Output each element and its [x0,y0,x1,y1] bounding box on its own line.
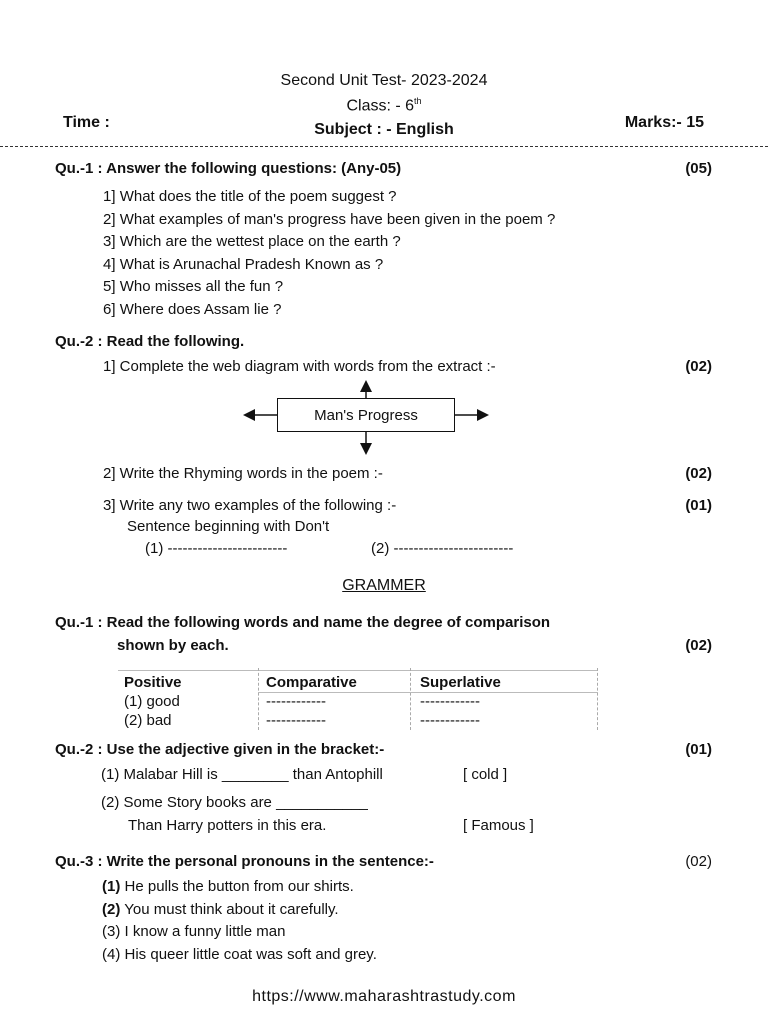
col-superlative: Superlative [420,674,501,691]
table-divider [597,668,598,730]
table-cell: ------------ [266,693,326,710]
q2-item1: 1] Complete the web diagram with words from the extract :- [103,358,496,375]
col-comparative: Comparative [266,674,357,691]
list-item: 1] What does the title of the poem suggest ? [103,188,397,205]
q2-heading: Qu.-2 : Read the following. [55,333,245,350]
total-marks: Marks:- 15 [624,114,704,131]
table-top-rule [118,670,598,671]
q1-marks: (05) [685,160,712,177]
g1-heading-line2: shown by each. [117,637,229,654]
col-positive: Positive [124,674,182,691]
g2-hint-1: [ cold ] [463,766,508,783]
list-item: 3] Which are the wettest place on the earth ? [103,233,401,251]
test-title: Second Unit Test- 2023-2024 [280,72,488,89]
list-item: (4) His queer little coat was soft and grey. [102,945,377,963]
list-item: (3) I know a funny little man [102,923,286,940]
table-cell: (1) good [124,693,180,710]
list-item: 4] What is Arunachal Pradesh Known as ? [103,255,384,273]
subject-label: Subject : - English [314,121,454,138]
q1-heading: Qu.-1 : Answer the following questions: (Any-05) [55,160,402,177]
list-item: 2] What examples of man's progress have been given in the poem ? [103,210,556,228]
g2-sentence-1: (1) Malabar Hill is ________ than Antophill [101,766,383,783]
footer-url[interactable]: https://www.maharashtrastudy.com [252,988,516,1005]
q2-item3: 3] Write any two examples of the following :- [103,497,397,514]
table-divider [410,668,411,730]
q2-item2-marks: (02) [685,465,712,482]
g2-sentence-2-cont: Than Harry potters in this era. [128,817,327,834]
q2-item3-marks: (01) [685,497,712,514]
q2-item3-sub: Sentence beginning with Don't [127,518,330,535]
time-label: Time : [63,114,110,131]
class-sup: th [414,96,422,106]
list-item: (1) He pulls the button from our shirts. [102,878,354,895]
g1-heading-line1: Qu.-1 : Read the following words and name the degree of comparison [55,614,551,631]
q2-blank-1: (1) ------------------------ [145,540,288,557]
list-item: 6] Where does Assam lie ? [103,300,282,318]
q2-item1-marks: (02) [685,358,712,375]
table-divider [258,668,259,730]
g3-list [102,876,377,966]
table-cell: ------------ [420,712,480,729]
table-cell: ------------ [266,712,326,729]
web-diagram-center: Man's Progress [277,398,455,432]
g2-sentence-2: (2) Some Story books are ___________ [101,794,368,811]
grammar-title: GRAMMER [342,577,426,594]
list-item: (2) You must think about it carefully. [102,900,339,918]
g3-heading: Qu.-3 : Write the personal pronouns in the sentence:- [55,853,434,870]
g1-marks: (02) [685,637,712,654]
class-label: Class: - 6 [346,97,415,115]
g2-hint-2: [ Famous ] [463,817,534,834]
list-item: 5] Who misses all the fun ? [103,278,284,296]
table-cell: (2) bad [124,712,172,729]
q2-item2: 2] Write the Rhyming words in the poem :- [103,465,383,482]
g3-marks: (02) [685,853,712,870]
table-cell: ------------ [420,693,480,710]
g2-marks: (01) [685,741,712,758]
q2-blank-2: (2) ------------------------ [371,540,514,557]
g2-heading: Qu.-2 : Use the adjective given in the bracket:- [55,741,385,758]
